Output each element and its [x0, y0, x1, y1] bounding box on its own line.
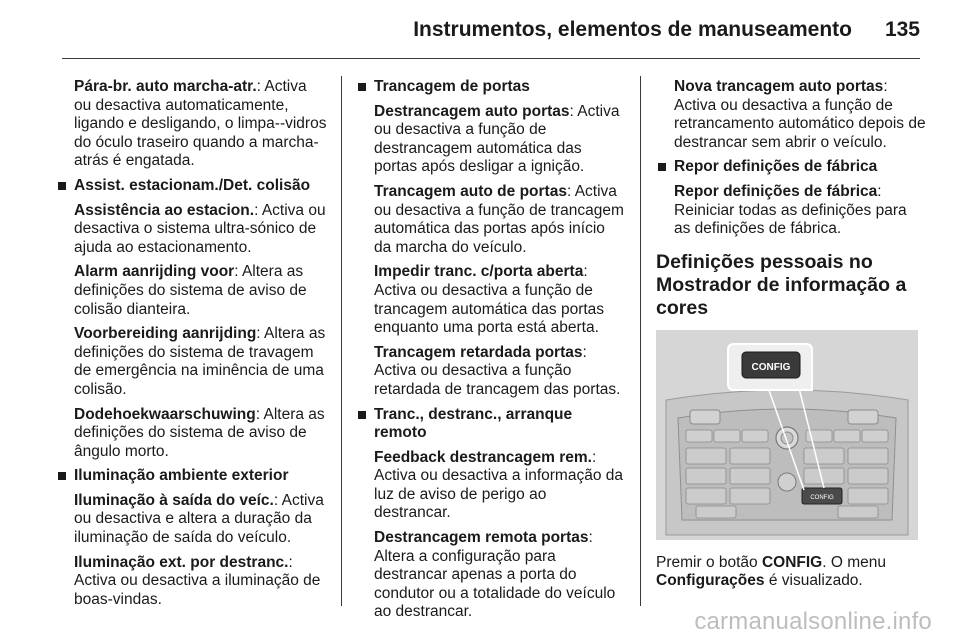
config-button-small-label: CONFIG: [810, 494, 834, 501]
section-subheading: Definições pessoais no Mostrador de informação a cores: [656, 250, 907, 319]
page-title: Instrumentos, elementos de manuseamento: [413, 18, 852, 41]
watermark: carmanualsonline.info: [694, 608, 932, 635]
console-illustration: [656, 330, 918, 540]
entry-delayed-lock: Trancagem retardada portas: Activa ou desactiva a função retardada de trancagem das portas.: [374, 343, 621, 398]
entry-prevent-lock-open-door: Impedir tranc. c/porta aberta: Activa ou desactiva a função de trancagem automática das portas enquanto uma porta está aberta.: [374, 263, 605, 337]
bullet-square-icon: [658, 163, 666, 171]
entry-unlock-lighting: Iluminação ext. por destranc.: Activa ou desactiva a iluminação de boas-vindas.: [74, 553, 321, 608]
entry-rear-wiper: [56, 78, 328, 171]
config-button-ref: CONFIG: [761, 553, 823, 571]
entry-blind-spot-warning: Dodehoekwaarschuwing: Altera as definições do sistema de aviso de ângulo morto.: [74, 405, 325, 460]
entry-remote-door-unlock: Destrancagem remota portas: Altera a configuração para destrancar apenas a porta do condutor ou a totalidade do veículo ao destrancar.: [374, 529, 616, 621]
config-button-label: CONFIG: [751, 361, 791, 373]
dashboard-figure: [656, 330, 918, 540]
entry-parking-assist: Assistência ao estacion.: Activa ou desactiva o sistema ultra-sónico de ajuda ao estacionamento.: [74, 201, 326, 256]
entry-text: : Activa ou desactiva automaticamente, ligando e desligando, o limpa--vidros do óculo traseiro quando a marcha-atrás é engatada.: [74, 78, 327, 170]
entry-exit-lighting: Iluminação à saída do veíc.: Activa ou desactiva e altera a duração da iluminação de saída do veículo.: [74, 491, 324, 547]
column-1: [56, 78, 328, 615]
page-number: 135: [884, 18, 920, 41]
entry-collision-preparation: Voorbereiding aanrijding: Altera as definições do sistema de travagem de emergência na iminência de uma colisão.: [74, 325, 326, 398]
page-header: [0, 0, 960, 60]
section-heading-remote: Tranc., destranc., arranque remoto: [356, 406, 626, 443]
bullet-square-icon: [58, 182, 66, 190]
bullet-square-icon: [358, 83, 366, 91]
figure-caption: Premir o botão CONFIG. O menu Configurações é visualizado.: [656, 553, 886, 590]
entry-auto-lock: Trancagem auto de portas: Activa ou desactiva a função de trancagem automática das portas após início da marcha do veículo.: [374, 182, 624, 256]
column-3: [656, 78, 926, 591]
bullet-square-icon: [58, 472, 66, 480]
entry-auto-relock: Nova trancagem auto portas: Activa ou desactiva a função de retrancamento automático depois de destrancar sem abrir o veículo.: [674, 78, 926, 151]
section-heading-door-locking: Trancagem de portas: [356, 78, 626, 97]
settings-menu-ref: Configurações: [656, 572, 765, 590]
column-divider-1: [341, 76, 342, 606]
bullet-square-icon: [358, 411, 366, 419]
section-heading-parking-assist: Assist. estacionam./Det. colisão: [56, 177, 328, 196]
entry-factory-reset: Repor definições de fábrica: Reiniciar todas as definições para as definições de fábrica.: [674, 182, 907, 238]
column-divider-2: [640, 76, 641, 606]
column-2: [356, 78, 626, 628]
entry-term: Pára-br. auto marcha-atr.: [74, 78, 257, 95]
entry-auto-unlock: Destrancagem auto portas: Activa ou desactiva a função de destrancagem automática das portas após desligar a ignição.: [374, 102, 620, 176]
entry-forward-collision-alert: Alarm aanrijding voor: Altera as definições do sistema de aviso de colisão dianteira.: [74, 263, 307, 318]
section-heading-exterior-lighting: Iluminação ambiente exterior: [56, 467, 328, 486]
entry-remote-unlock-feedback: Feedback destrancagem rem.: Activa ou desactiva a informação da luz de aviso de perigo ao destrancar.: [374, 448, 623, 522]
section-heading-factory-reset: Repor definições de fábrica: [656, 158, 926, 177]
header-divider: [62, 58, 920, 59]
